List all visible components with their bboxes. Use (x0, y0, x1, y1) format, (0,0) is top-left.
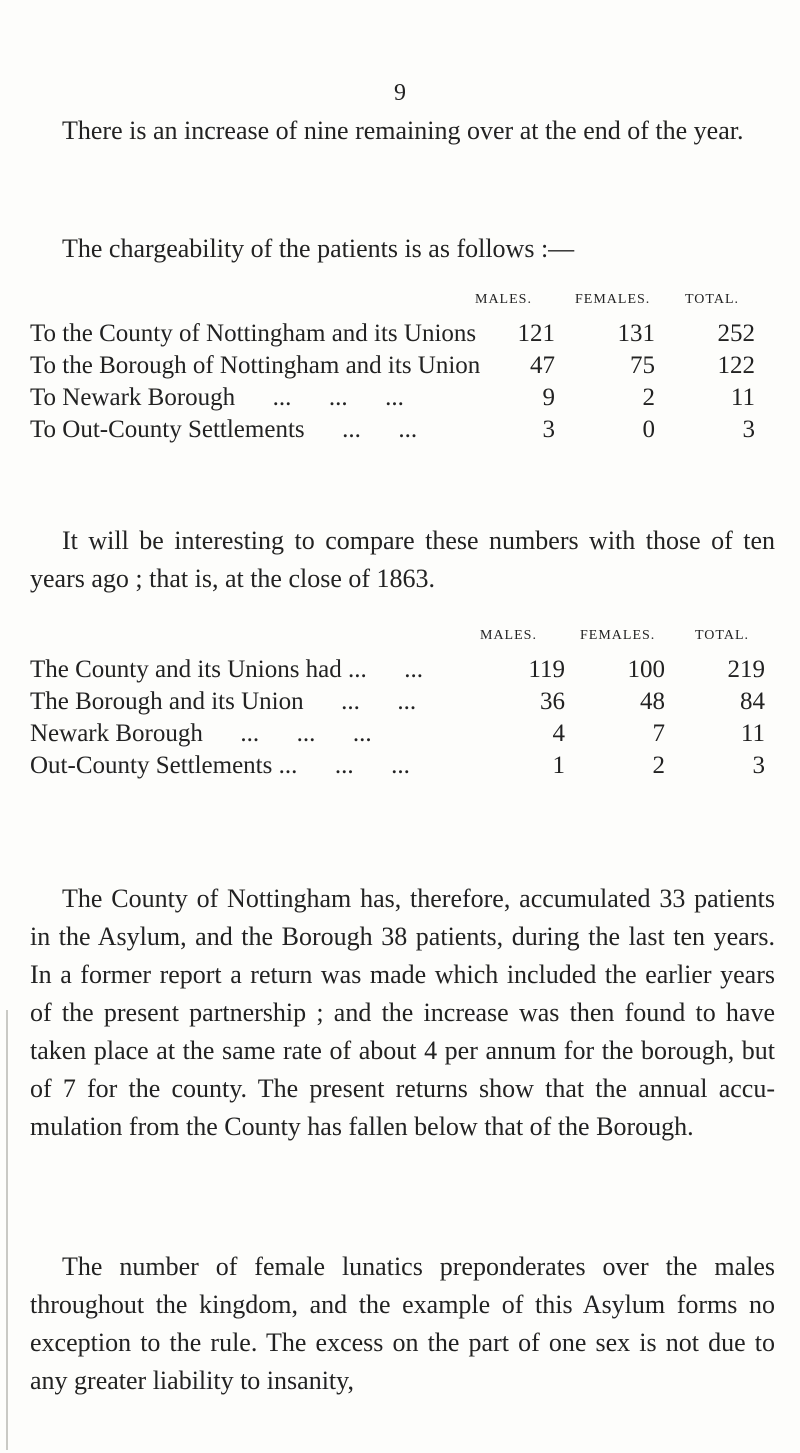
header-males: MALES. (475, 292, 532, 307)
cell-females: 7 (652, 720, 665, 747)
cell-males: 121 (517, 320, 555, 347)
paragraph-compare-1863: It will be interesting to compare these numbers with those of ten years ago ; that is, at the close of 1863. (30, 526, 775, 593)
table-header (30, 292, 775, 318)
header-females: FEMALES. (575, 292, 651, 307)
paragraph-female-lunatics: The number of female lunatics preponderates over the males throughout the kingdom, and the example of this Asylum forms no exception to the rule. The excess on the part of one sex is not due to any greater liability to insanity, (30, 1252, 775, 1395)
table-row (30, 350, 775, 382)
row-label: To the County of Nottingham and its Unions (30, 320, 477, 347)
paragraph-remaining-increase: There is an increase of nine remaining over at the end of the year. (62, 116, 744, 145)
cell-total: 11 (730, 384, 755, 411)
cell-total: 11 (740, 720, 765, 747)
row-label: The Borough and its Union ... ... (30, 688, 417, 715)
cell-females: 48 (640, 688, 665, 715)
cell-total: 252 (717, 320, 755, 347)
cell-total: 84 (740, 688, 765, 715)
cell-females: 75 (630, 352, 655, 379)
cell-females: 0 (642, 416, 655, 443)
table-header (30, 628, 775, 654)
page-edge-rule (6, 1010, 8, 1450)
page-number: 9 (394, 80, 406, 106)
cell-total: 3 (742, 416, 755, 443)
cell-males: 4 (552, 720, 565, 747)
cell-total: 219 (727, 656, 765, 683)
table-row (30, 686, 775, 718)
header-females: FEMALES. (580, 628, 656, 643)
header-males: MALES. (480, 628, 537, 643)
cell-males: 9 (542, 384, 555, 411)
cell-males: 1 (552, 752, 565, 779)
cell-total: 3 (752, 752, 765, 779)
paragraph-accumulation: The County of Nottingham has, therefore, accumulated 33 patients in the Asylum, and the Borough 38 patients, during the last ten years. In a former report a return was made which included the earlier years of the present partnership ; and the increase was then found to have taken place at the same rate of about 4 per annum for the borough, but of 7 for the county. The present returns show that the annual accu-mulation from the County has fallen below that of the Borough. (30, 884, 775, 1141)
cell-males: 36 (540, 688, 565, 715)
table-row (30, 654, 775, 686)
cell-females: 131 (617, 320, 655, 347)
table-row (30, 318, 775, 350)
cell-females: 100 (627, 656, 665, 683)
cell-total: 122 (717, 352, 755, 379)
header-total: TOTAL. (695, 628, 750, 643)
chargeability-table-current (30, 292, 775, 446)
row-label: Newark Borough ... ... ... (30, 720, 372, 747)
chargeability-table-1863 (30, 628, 775, 782)
cell-females: 2 (652, 752, 665, 779)
cell-males: 3 (542, 416, 555, 443)
row-label: The County and its Unions had ... ... (30, 656, 424, 683)
cell-males: 119 (528, 656, 565, 683)
table-row (30, 382, 775, 414)
header-total: TOTAL. (685, 292, 740, 307)
cell-females: 2 (642, 384, 655, 411)
table-row (30, 718, 775, 750)
row-label: To the Borough of Nottingham and its Union (30, 352, 481, 379)
table-row (30, 750, 775, 782)
paragraph-chargeability-intro: The chargeability of the patients is as follows :— (62, 234, 575, 263)
cell-males: 47 (530, 352, 555, 379)
row-label: Out-County Settlements ... ... ... (30, 752, 410, 779)
table-row (30, 414, 775, 446)
row-label: To Newark Borough ... ... ... (30, 384, 404, 411)
row-label: To Out-County Settlements ... ... (30, 416, 418, 443)
